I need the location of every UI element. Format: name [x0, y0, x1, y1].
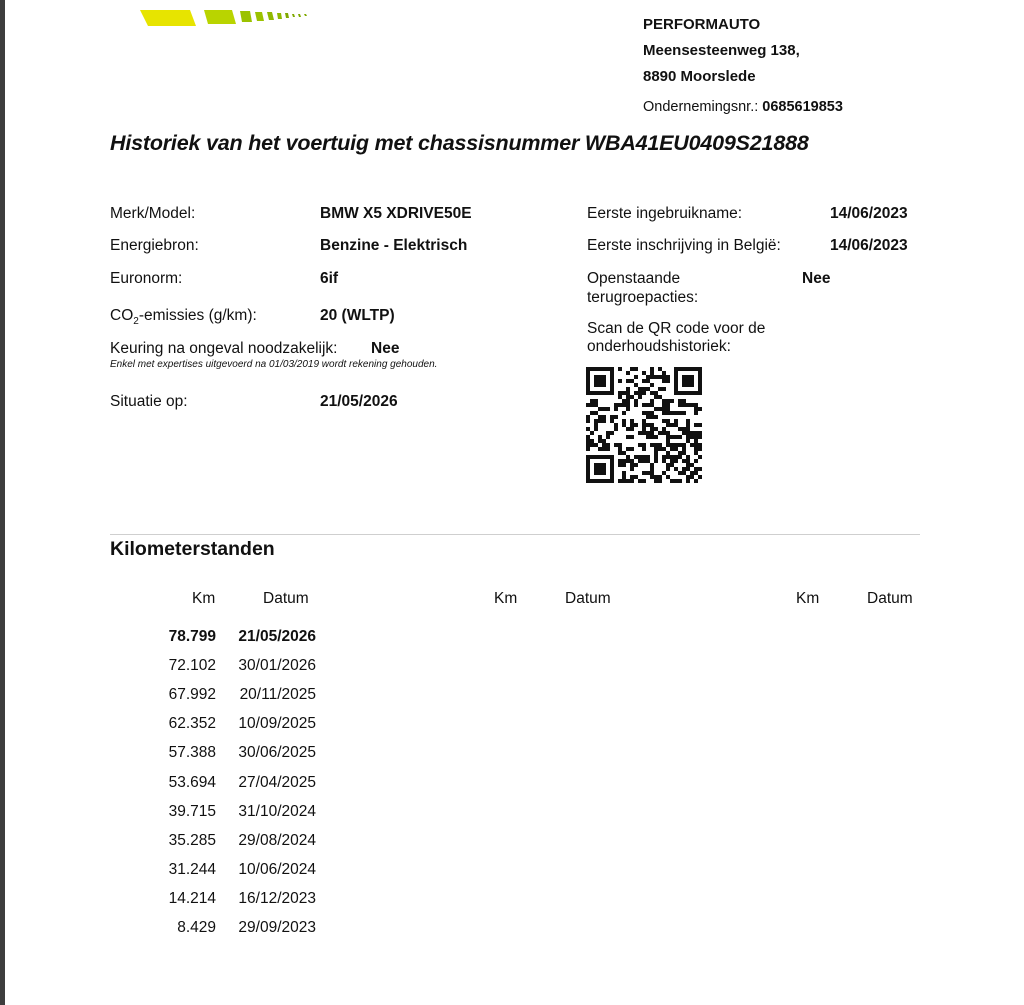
keuring-note: Enkel met expertises uitgevoerd na 01/03/2019 wordt rekening gehouden. [110, 359, 438, 370]
company-name: PERFORMAUTO [643, 16, 761, 33]
kilometerstanden-title: Kilometerstanden [110, 538, 275, 560]
company-logo [140, 6, 320, 28]
datum-value: 30/01/2026 [238, 656, 316, 674]
eerste-ingebruik-value: 14/06/2023 [830, 205, 908, 222]
euronorm-label: Euronorm: [110, 270, 183, 287]
eerste-inschrijving-label: Eerste inschrijving in België: [587, 237, 781, 254]
km-row [130, 710, 316, 739]
km-value: 35.285 [168, 831, 216, 849]
datum-value: 10/06/2024 [238, 861, 316, 879]
page-edge [0, 0, 5, 1005]
datum-value: 10/09/2025 [238, 715, 316, 733]
eerste-ingebruik-label: Eerste ingebruikname: [587, 205, 743, 222]
km-row [130, 739, 316, 768]
datum-value: 21/05/2026 [238, 627, 316, 645]
km-header-3: Km [796, 590, 820, 607]
section-divider [110, 534, 920, 535]
km-value: 67.992 [168, 685, 216, 703]
km-value: 78.799 [168, 627, 216, 645]
vat-label: Ondernemingsnr.: [643, 99, 759, 115]
km-value: 53.694 [168, 773, 216, 791]
company-address [643, 12, 800, 90]
datum-header-1: Datum [263, 590, 309, 607]
km-value: 57.388 [168, 744, 216, 762]
euronorm-value: 6if [320, 270, 339, 287]
km-row [130, 651, 316, 680]
situatie-value: 21/05/2026 [320, 393, 398, 410]
km-value: 39.715 [168, 802, 216, 820]
qr-code[interactable] [586, 367, 702, 483]
km-value: 72.102 [168, 656, 216, 674]
datum-value: 16/12/2023 [238, 890, 316, 908]
vat-number: 0685619853 [762, 99, 843, 115]
km-value: 8.429 [177, 919, 216, 937]
km-value: 31.244 [168, 861, 216, 879]
terugroep-label-1: Openstaande [587, 270, 681, 287]
datum-value: 29/08/2024 [238, 831, 316, 849]
datum-value: 31/10/2024 [238, 802, 316, 820]
merk-value: BMW X5 XDRIVE50E [320, 205, 472, 222]
co2-label [110, 307, 257, 327]
co2-label-pre: CO [110, 307, 134, 324]
datum-header-3: Datum [867, 590, 913, 607]
km-list [130, 622, 316, 943]
terugroep-value: Nee [802, 270, 831, 287]
energie-label: Energiebron: [110, 237, 199, 254]
company-street: Meensesteenweg 138, [643, 42, 800, 59]
terugroep-label-2: terugroepacties: [587, 289, 699, 306]
qr-label-2: onderhoudshistoriek: [587, 338, 731, 355]
km-row [130, 680, 316, 709]
keuring-label: Keuring na ongeval noodzakelijk: [110, 340, 338, 357]
km-row [130, 856, 316, 885]
km-value: 14.214 [168, 890, 216, 908]
datum-value: 20/11/2025 [239, 685, 316, 703]
datum-value: 27/04/2025 [238, 773, 316, 791]
co2-label-post: -emissies (g/km): [138, 307, 257, 324]
situatie-label: Situatie op: [110, 393, 188, 410]
keuring-value: Nee [371, 340, 400, 357]
km-row [130, 768, 316, 797]
km-row [130, 885, 316, 914]
km-row [130, 797, 316, 826]
km-header-2: Km [494, 590, 518, 607]
eerste-inschrijving-value: 14/06/2023 [830, 237, 908, 254]
datum-header-2: Datum [565, 590, 611, 607]
energie-value: Benzine - Elektrisch [320, 237, 468, 254]
km-value: 62.352 [168, 715, 216, 733]
co2-label-sub: 2 [133, 316, 139, 328]
datum-value: 29/09/2023 [238, 919, 316, 937]
km-row [130, 826, 316, 855]
km-row [130, 622, 316, 651]
merk-label: Merk/Model: [110, 205, 196, 222]
qr-label-1: Scan de QR code voor de [587, 320, 766, 337]
company-vat [643, 99, 843, 115]
km-row [130, 914, 316, 943]
co2-value: 20 (WLTP) [320, 307, 395, 324]
document-title: Historiek van het voertuig met chassisnummer WBA41EU0409S21888 [110, 131, 809, 155]
company-city: 8890 Moorslede [643, 68, 756, 85]
datum-value: 30/06/2025 [238, 744, 316, 762]
km-header-1: Km [192, 590, 216, 607]
